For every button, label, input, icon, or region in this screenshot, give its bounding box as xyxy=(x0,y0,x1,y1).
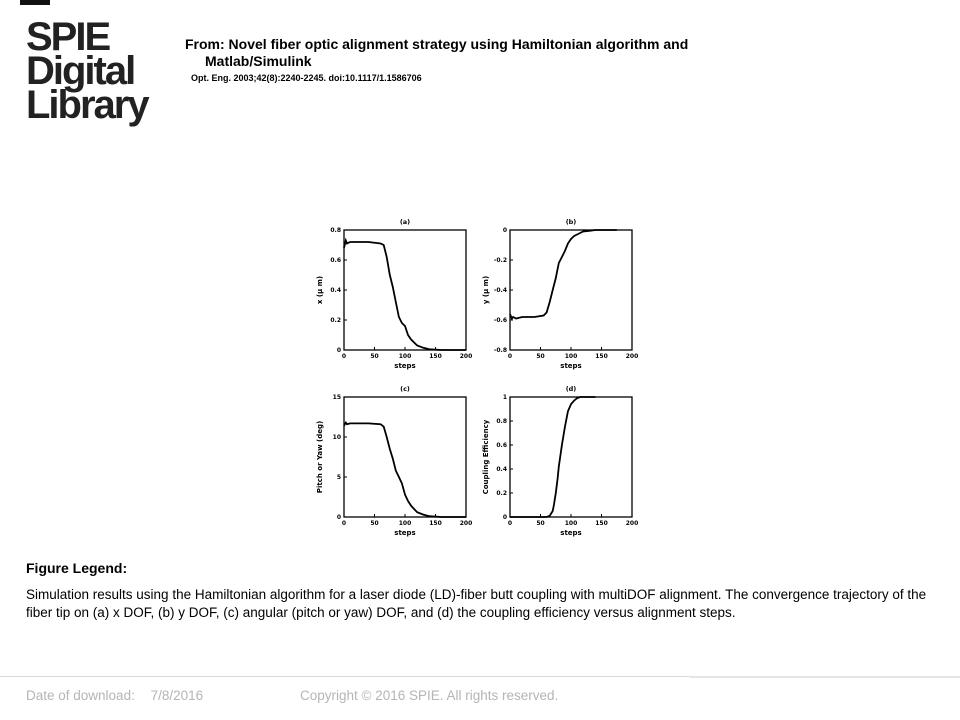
panel-c-ylabel: Pitch or Yaw (deg) xyxy=(316,420,324,494)
panel-d-title: (d) xyxy=(565,385,577,393)
panel-d-ytick-label: 1 xyxy=(502,394,507,401)
logo-line-3: Library xyxy=(26,83,148,127)
panel-c-xtick-label: 0 xyxy=(341,520,347,527)
figure-legend-heading: Figure Legend: xyxy=(26,560,128,576)
panel-b-xtick-label: 0 xyxy=(507,353,513,360)
panel-c-ytick-label: 10 xyxy=(332,434,341,441)
panel-a-xtick-label: 150 xyxy=(429,353,442,360)
panel-b-ytick-label: -0.6 xyxy=(493,317,507,324)
panel-b-ytick-label: -0.2 xyxy=(493,257,507,264)
panel-c-ytick-label: 0 xyxy=(336,514,341,521)
download-date-value: 7/8/2016 xyxy=(150,688,204,703)
article-title-line-2: Matlab/Simulink xyxy=(205,53,312,69)
download-date-label: Date of download: xyxy=(26,688,135,703)
figure-svg xyxy=(300,205,660,550)
panel-a-ytick-label: 0.8 xyxy=(330,227,341,234)
panel-a-series-x xyxy=(344,241,466,351)
panel-c-ytick-label: 5 xyxy=(336,474,341,481)
panel-a-ytick-label: 0 xyxy=(336,347,341,354)
panel-c-series-angle xyxy=(344,423,466,517)
panel-c-title: (c) xyxy=(400,385,410,393)
panel-b-xtick-label: 200 xyxy=(625,353,639,360)
panel-d-axes-box xyxy=(510,397,632,517)
panel-a-title: (a) xyxy=(399,218,411,226)
panel-a-xtick-label: 0 xyxy=(341,353,347,360)
panel-a-xlabel: steps xyxy=(394,362,416,370)
article-citation: Opt. Eng. 2003;42(8):2240-2245. doi:10.1117/1.1586706 xyxy=(191,73,422,83)
logo-line-2: Digital xyxy=(26,49,135,93)
panel-b-ylabel: y (μ m) xyxy=(482,275,490,305)
panel-d-xtick-label: 150 xyxy=(595,520,608,527)
panel-a-xtick-label: 200 xyxy=(459,353,473,360)
top-accent-bar xyxy=(20,0,50,5)
panel-a-xtick-label: 50 xyxy=(370,353,379,360)
chart-panel-a xyxy=(316,218,472,370)
panel-a-xtick-label: 100 xyxy=(398,353,412,360)
panel-b-xtick-label: 100 xyxy=(564,353,578,360)
panel-b-xtick-label: 50 xyxy=(536,353,545,360)
panel-b-ytick-label: -0.4 xyxy=(493,287,507,294)
article-title xyxy=(185,36,805,70)
panel-d-xlabel: steps xyxy=(560,529,582,537)
panel-a-ytick-label: 0.2 xyxy=(330,317,341,324)
panel-a-axes-box xyxy=(344,230,466,350)
panel-b-axes-box xyxy=(510,230,632,350)
panel-c-xtick-label: 50 xyxy=(370,520,379,527)
panel-d-xtick-label: 50 xyxy=(536,520,545,527)
chart-panel-c xyxy=(316,385,472,537)
panel-a-ytick-label: 0.4 xyxy=(330,287,341,294)
panel-c-xtick-label: 100 xyxy=(398,520,412,527)
logo-line-1: SPIE xyxy=(26,15,110,59)
panel-c-axes-box xyxy=(344,397,466,517)
panel-b-title: (b) xyxy=(565,218,577,226)
article-title-line-1: From: Novel fiber optic alignment strategy using Hamiltonian algorithm and xyxy=(185,36,689,52)
panel-d-ytick-label: 0.2 xyxy=(496,490,507,497)
footer-divider-accent xyxy=(690,676,960,678)
chart-panel-d xyxy=(482,385,638,537)
panel-a-ylabel: x (μ m) xyxy=(316,275,324,305)
panel-c-ytick-label: 15 xyxy=(332,394,341,401)
copyright-notice: Copyright © 2016 SPIE. All rights reserved. xyxy=(300,688,559,703)
panel-d-ytick-label: 0.6 xyxy=(496,442,507,449)
spie-digital-library-logo[interactable] xyxy=(26,15,156,127)
figure-panels xyxy=(300,205,660,550)
panel-c-xlabel: steps xyxy=(394,529,416,537)
panel-a-ytick-label: 0.6 xyxy=(330,257,341,264)
panel-c-xtick-label: 200 xyxy=(459,520,473,527)
panel-b-xlabel: steps xyxy=(560,362,582,370)
panel-d-xtick-label: 100 xyxy=(564,520,578,527)
panel-d-ylabel: Coupling Efficiency xyxy=(482,419,490,495)
panel-d-ytick-label: 0.8 xyxy=(496,418,507,425)
panel-d-xtick-label: 200 xyxy=(625,520,639,527)
panel-b-xtick-label: 150 xyxy=(595,353,608,360)
download-date xyxy=(26,688,203,703)
chart-panel-b xyxy=(482,218,638,370)
panel-b-ytick-label: 0 xyxy=(502,227,507,234)
panel-b-series-y xyxy=(510,230,617,319)
figure-legend-text: Simulation results using the Hamiltonian algorithm for a laser diode (LD)-fiber butt coupling with multiDOF alignment. The convergence trajectory of the fiber tip on (a) x DOF, (b) y DOF, (c) angular (pitch or yaw) DOF, and (d) the coupling efficiency versus alignment steps. xyxy=(26,587,927,620)
panel-d-ytick-label: 0 xyxy=(502,514,507,521)
panel-d-series-efficiency xyxy=(510,397,595,517)
panel-c-xtick-label: 150 xyxy=(429,520,442,527)
panel-b-ytick-label: -0.8 xyxy=(493,347,507,354)
panel-d-ytick-label: 0.4 xyxy=(496,466,507,473)
panel-d-xtick-label: 0 xyxy=(507,520,513,527)
